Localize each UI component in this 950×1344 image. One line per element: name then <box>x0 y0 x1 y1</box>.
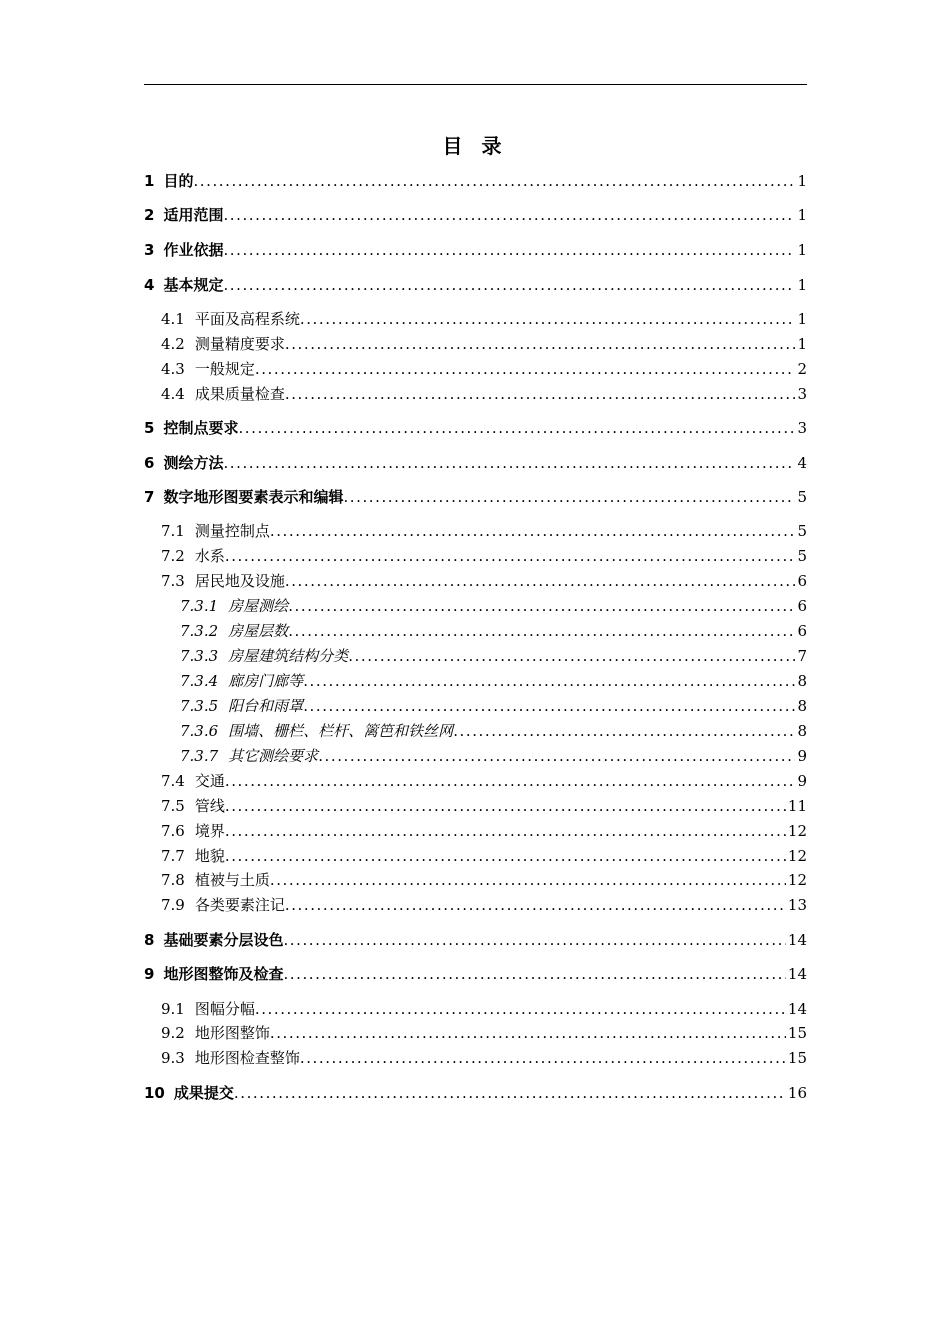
toc-leader-dots <box>270 522 796 540</box>
toc-entry-title: 测量精度要求 <box>194 335 285 353</box>
toc-entry-number: 7.3.1 <box>180 597 219 615</box>
toc-entry[interactable] <box>144 1082 807 1104</box>
toc-entry-title: 基础要素分层设色 <box>163 931 284 949</box>
toc-entry[interactable] <box>144 929 807 951</box>
toc-entry[interactable] <box>161 1047 807 1069</box>
toc-entry[interactable] <box>161 308 807 330</box>
toc-entry[interactable] <box>144 452 807 474</box>
toc-entry-number: 9.2 <box>161 1024 185 1042</box>
toc-entry-number: 7.3.3 <box>180 647 219 665</box>
toc-entry-number: 7 <box>144 488 155 506</box>
toc-entry-number: 7.3.4 <box>180 672 219 690</box>
toc-entry-number: 7.7 <box>161 847 185 865</box>
toc-leader-dots <box>223 206 795 224</box>
toc-entry-page: 1 <box>797 206 807 224</box>
toc-entry[interactable] <box>161 770 807 792</box>
toc-entry-title: 阳台和雨罩 <box>228 697 304 715</box>
toc-entry-page: 5 <box>797 522 807 540</box>
toc-leader-dots <box>343 488 795 506</box>
toc-entry-title: 管线 <box>194 797 225 815</box>
page-title: 目 录 <box>442 134 508 158</box>
toc-leader-dots <box>255 360 796 378</box>
toc-entry-page: 8 <box>797 722 807 740</box>
toc-entry-page: 6 <box>797 572 807 590</box>
toc-entry[interactable] <box>161 333 807 355</box>
toc-entry[interactable] <box>161 570 807 592</box>
toc-leader-dots <box>318 747 795 765</box>
toc-entry[interactable] <box>144 204 807 226</box>
toc-entry-title: 成果质量检查 <box>194 385 285 403</box>
toc-leader-dots <box>288 597 795 615</box>
toc-entry-title: 地形图整饰 <box>194 1024 270 1042</box>
toc-entry-title: 目的 <box>163 172 194 190</box>
toc-entry-number: 4.2 <box>161 335 185 353</box>
toc-entry-number: 7.9 <box>161 896 185 914</box>
toc-entry[interactable] <box>180 595 807 617</box>
toc-entry-title: 成果提交 <box>173 1084 234 1102</box>
toc-leader-dots <box>225 847 786 865</box>
toc-entry-page: 5 <box>797 488 807 506</box>
toc-entry-title: 一般规定 <box>194 360 255 378</box>
toc-leader-dots <box>270 1024 786 1042</box>
toc-entry-number: 7.2 <box>161 547 185 565</box>
toc-entry[interactable] <box>161 1022 807 1044</box>
toc-entry-page: 12 <box>787 822 807 840</box>
toc-entry[interactable] <box>180 745 807 767</box>
toc-entry-number: 7.3 <box>161 572 185 590</box>
toc-leader-dots <box>193 172 795 190</box>
toc-entry-title: 数字地形图要素表示和编辑 <box>163 488 344 506</box>
toc-entry-title: 图幅分幅 <box>194 1000 255 1018</box>
toc-entry[interactable] <box>144 417 807 439</box>
toc-entry-number: 8 <box>144 931 155 949</box>
toc-entry[interactable] <box>144 170 807 192</box>
toc-entry-title: 植被与土质 <box>194 871 270 889</box>
toc-entry-number: 4.4 <box>161 385 185 403</box>
toc-entry-title: 房屋测绘 <box>228 597 289 615</box>
toc-entry-title: 其它测绘要求 <box>228 747 319 765</box>
toc-leader-dots <box>283 965 785 983</box>
toc-entry[interactable] <box>161 358 807 380</box>
toc-entry-number: 10 <box>144 1084 165 1102</box>
toc-entry-page: 1 <box>797 335 807 353</box>
toc-entry-title: 地形图检查整饰 <box>194 1049 300 1067</box>
toc-entry-page: 9 <box>797 772 807 790</box>
toc-entry-title: 房屋层数 <box>228 622 289 640</box>
toc-entry-page: 9 <box>797 747 807 765</box>
toc-leader-dots <box>303 697 795 715</box>
toc-leader-dots <box>285 572 796 590</box>
toc-entry-number: 5 <box>144 419 155 437</box>
toc-leader-dots <box>288 622 795 640</box>
toc-entry-number: 7.4 <box>161 772 185 790</box>
toc-entry-number: 6 <box>144 454 155 472</box>
toc-entry-title: 水系 <box>194 547 225 565</box>
toc-entry-page: 7 <box>797 647 807 665</box>
toc-entry-page: 14 <box>787 931 807 949</box>
toc-entry-page: 6 <box>797 597 807 615</box>
toc-leader-dots <box>234 1084 786 1102</box>
toc-entry-page: 11 <box>787 797 807 815</box>
toc-entry-page: 5 <box>797 547 807 565</box>
toc-entry-page: 1 <box>797 241 807 259</box>
toc-entry-page: 12 <box>787 871 807 889</box>
toc-entry-page: 6 <box>797 622 807 640</box>
toc-entry[interactable] <box>180 720 807 742</box>
toc-entry-title: 地貌 <box>194 847 225 865</box>
toc-entry-number: 7.3.2 <box>180 622 219 640</box>
toc-leader-dots <box>270 871 786 889</box>
toc-entry-number: 9 <box>144 965 155 983</box>
toc-entry-page: 13 <box>787 896 807 914</box>
toc-leader-dots <box>285 335 796 353</box>
toc-entry-page: 14 <box>787 965 807 983</box>
toc-entry-number: 7.6 <box>161 822 185 840</box>
toc-entry-number: 4.3 <box>161 360 185 378</box>
toc-entry-number: 7.3.6 <box>180 722 219 740</box>
toc-entry-page: 3 <box>797 385 807 403</box>
toc-leader-dots <box>225 772 796 790</box>
toc-leader-dots <box>225 822 786 840</box>
toc-entry-title: 基本规定 <box>163 276 224 294</box>
toc-leader-dots <box>285 896 786 914</box>
toc-entry-number: 7.8 <box>161 871 185 889</box>
toc-entry-page: 15 <box>787 1049 807 1067</box>
toc-entry-number: 7.5 <box>161 797 185 815</box>
toc-leader-dots <box>238 419 795 437</box>
toc-entry-title: 交通 <box>194 772 225 790</box>
toc-leader-dots <box>223 241 795 259</box>
toc-entry-number: 9.3 <box>161 1049 185 1067</box>
toc-entry-page: 1 <box>797 172 807 190</box>
toc-entry-title: 适用范围 <box>163 206 224 224</box>
toc-entry-title: 控制点要求 <box>163 419 239 437</box>
toc-entry[interactable] <box>144 239 807 261</box>
toc-entry[interactable] <box>144 963 807 985</box>
toc-entry-title: 围墙、栅栏、栏杆、篱笆和铁丝网 <box>228 722 454 740</box>
toc-entry[interactable] <box>144 486 807 508</box>
toc-leader-dots <box>300 310 796 328</box>
toc-entry-title: 作业依据 <box>163 241 224 259</box>
toc-entry[interactable] <box>161 795 807 817</box>
toc-entry-number: 3 <box>144 241 155 259</box>
toc-entry-title: 境界 <box>194 822 225 840</box>
toc-entry-title: 廊房门廊等 <box>228 672 304 690</box>
toc-entry-title: 测绘方法 <box>163 454 224 472</box>
toc-entry[interactable] <box>161 845 807 867</box>
toc-entry-number: 7.1 <box>161 522 185 540</box>
toc-entry[interactable] <box>144 274 807 296</box>
toc-leader-dots <box>348 647 795 665</box>
toc-entry[interactable] <box>161 869 807 891</box>
toc-entry[interactable] <box>161 820 807 842</box>
toc-leader-dots <box>303 672 795 690</box>
toc-leader-dots <box>255 1000 786 1018</box>
toc-leader-dots <box>225 547 796 565</box>
toc-leader-dots <box>225 797 786 815</box>
toc-entry-title: 地形图整饰及检查 <box>163 965 284 983</box>
toc-entry-page: 12 <box>787 847 807 865</box>
toc-entry-number: 7.3.7 <box>180 747 219 765</box>
toc-leader-dots <box>223 454 795 472</box>
toc-entry-number: 9.1 <box>161 1000 185 1018</box>
toc-entry[interactable] <box>161 894 807 916</box>
toc-entry-page: 8 <box>797 697 807 715</box>
toc-entry-page: 15 <box>787 1024 807 1042</box>
toc-entry-number: 1 <box>144 172 155 190</box>
toc-entry[interactable] <box>161 383 807 405</box>
toc-entry-number: 4 <box>144 276 155 294</box>
toc-leader-dots <box>223 276 795 294</box>
toc-leader-dots <box>285 385 796 403</box>
toc-entry-title: 测量控制点 <box>194 522 270 540</box>
toc-entry[interactable] <box>161 545 807 567</box>
toc-entry[interactable] <box>161 520 807 542</box>
toc-leader-dots <box>453 722 795 740</box>
toc-entry[interactable] <box>180 695 807 717</box>
toc-entry[interactable] <box>161 998 807 1020</box>
toc-entry-number: 7.3.5 <box>180 697 219 715</box>
toc-entry[interactable] <box>180 620 807 642</box>
toc-entry-page: 2 <box>797 360 807 378</box>
toc-leader-dots <box>300 1049 786 1067</box>
toc-entry-page: 1 <box>797 276 807 294</box>
toc-entry-number: 4.1 <box>161 310 185 328</box>
toc-leader-dots <box>283 931 785 949</box>
toc-entry[interactable] <box>180 670 807 692</box>
toc-entry-page: 4 <box>797 454 807 472</box>
toc-entry-title: 居民地及设施 <box>194 572 285 590</box>
toc-entry-page: 16 <box>787 1084 807 1102</box>
toc-entry-title: 平面及高程系统 <box>194 310 300 328</box>
toc-entry-page: 3 <box>797 419 807 437</box>
toc-entry-page: 1 <box>797 310 807 328</box>
toc-entry-title: 房屋建筑结构分类 <box>228 647 349 665</box>
toc-entry-page: 14 <box>787 1000 807 1018</box>
toc-entry-page: 8 <box>797 672 807 690</box>
toc-entry-title: 各类要素注记 <box>194 896 285 914</box>
toc-entry-number: 2 <box>144 206 155 224</box>
toc-entry[interactable] <box>180 645 807 667</box>
